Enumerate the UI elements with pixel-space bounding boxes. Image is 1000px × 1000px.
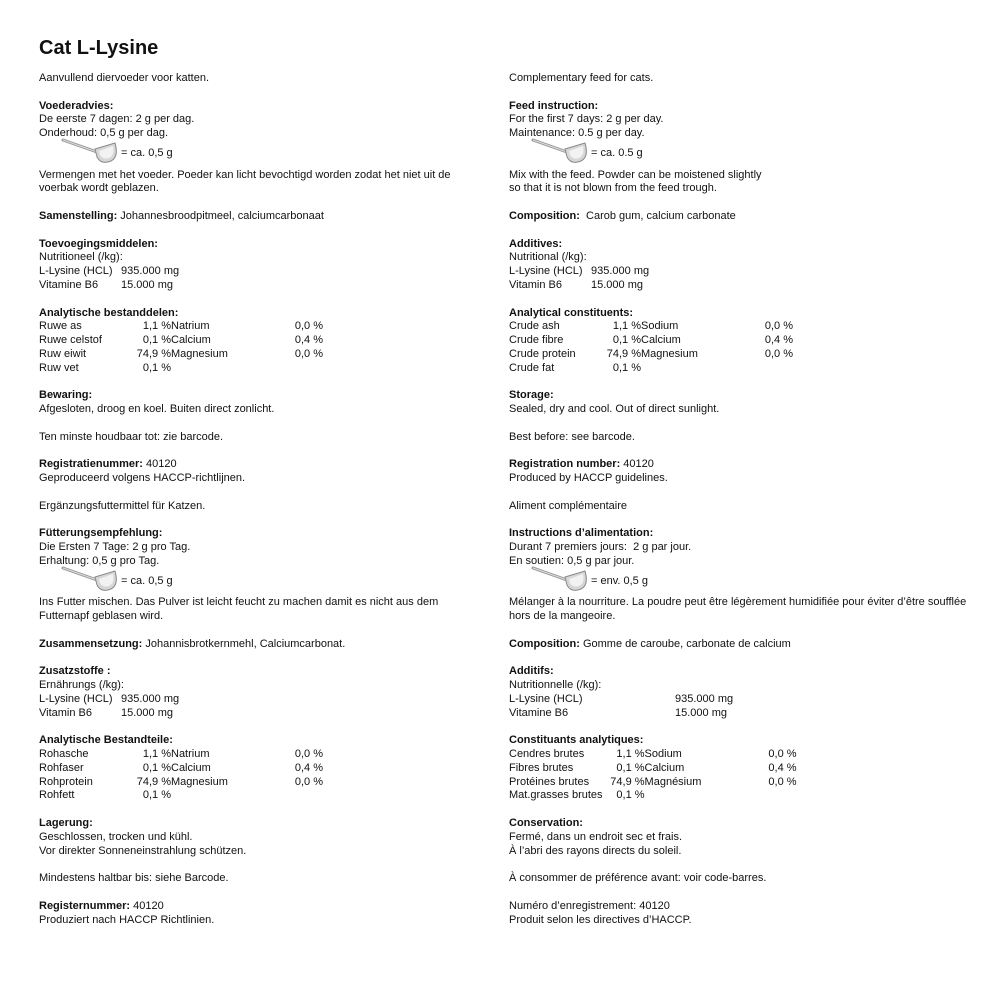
constituent-value: 0,0 % [768,748,797,761]
nl-additive-row [39,265,479,279]
constituent-value: 0,1 % [142,361,171,374]
additive-name: Vitamin B6 [509,278,562,291]
de-scoop-amount: = ca. 0,5 g [121,574,173,587]
constituent-name: Ruw vet [39,361,79,374]
constituent-value [751,789,797,803]
fr-feed-line1: Durant 7 premiers jours: 2 g par jour. [509,541,692,554]
constituent-value: 0,1 % [142,761,171,774]
additive-value: 935.000 mg [121,692,180,705]
constituent-name: Fibres brutes [509,761,574,774]
fr-mix-instruction: Mélanger à la nourriture. La poudre peut être légèrement humidifiée pour éviter d’être soufflée hors de la mangeoire. [509,596,967,623]
fr-storage-line2: À l’abri des rayons directs du soleil. [509,844,682,857]
de-feed-line1: Die Ersten 7 Tage: 2 g pro Tag. [39,541,191,554]
constituent-value: 0,0 % [294,748,323,761]
constituent-value: 0,1 % [616,761,645,774]
constituent-name: Natrium [171,320,210,333]
de-additive-row [39,693,479,707]
constituent-value: 0,4 % [764,334,793,347]
nl-composition [39,210,479,224]
en-haccp: Produced by HACCP guidelines. [509,472,668,485]
table-row [509,748,797,762]
constituent-name: Rohfaser [39,761,84,774]
constituent-name [641,362,747,376]
additive-name: Vitamin B6 [39,706,92,719]
en-scoop-amount: = ca. 0.5 g [591,146,643,159]
constituent-name: Rohasche [39,748,89,761]
de-registration-number: 40120 [130,899,164,912]
constituent-name: Magnesium [171,775,228,788]
constituent-value: 1,1 % [142,320,171,333]
de-intro: Ergänzungsfuttermittel für Katzen. [39,499,206,512]
de-composition [39,638,479,652]
nl-mix-instruction: Vermengen met het voeder. Poeder kan licht bevochtigd worden zodat het niet uit de voerbak wordt geblazen. [39,168,451,195]
right-column [509,72,969,927]
nl-haccp: Geproduceerd volgens HACCP-richtlijnen. [39,472,246,485]
fr-feed-line2: En soutien: 0,5 g par jour. [509,554,635,567]
en-composition [509,210,969,224]
fr-analytical-heading: Constituants analytiques: [509,734,644,747]
de-analytical-heading: Analytische Bestandteile: [39,734,173,747]
nl-feed-heading: Voederadvies: [39,99,114,112]
nl-registration-number: 40120 [142,458,177,471]
de-storage-line2: Vor direkter Sonneneinstrahlung schützen. [39,844,247,857]
fr-scoop-amount: = env. 0,5 g [591,574,648,587]
nl-analytical-heading: Analytische bestanddelen: [39,306,179,319]
constituent-value: 0,1 % [616,789,645,802]
constituent-name: Magnesium [171,347,228,360]
additive-value: 15.000 mg [121,706,173,719]
constituent-value: 1,1 % [612,320,641,333]
en-composition-text: Carob gum, calcium carbonate [579,209,736,222]
en-registration-number: 40120 [620,458,654,471]
constituent-name: Calcium [641,334,681,347]
en-analytical-table [509,320,793,375]
nl-analytical-table [39,320,323,375]
de-scoop-row [39,569,479,597]
constituent-name: Cendres brutes [509,748,585,761]
de-additive-row [39,707,479,721]
en-scoop-row [509,141,969,169]
constituent-name: Crude fibre [509,334,564,347]
nl-registration-heading: Registratienummer: [39,458,143,471]
table-row [509,776,797,790]
table-row [39,762,323,776]
fr-intro: Aliment complémentaire [509,499,627,512]
constituent-name: Mat.grasses brutes [509,789,603,802]
constituent-name: Crude fat [509,361,555,374]
constituent-name: Sodium [641,320,679,333]
en-composition-heading: Composition: [509,209,580,222]
constituent-value: 1,1 % [616,748,645,761]
de-feed-line2: Erhaltung: 0,5 g pro Tag. [39,554,160,567]
fr-additive-row [509,707,969,721]
nl-composition-text: Johannesbroodpitmeel, calciumcarbonaat [117,209,324,222]
constituent-name: Sodium [644,748,682,761]
constituent-value: 0,0 % [764,347,793,360]
table-row [39,776,323,790]
nl-scoop-amount: = ca. 0,5 g [121,146,173,159]
table-row [509,789,797,803]
table-row [509,762,797,776]
constituent-value: 74,9 % [610,775,645,788]
constituent-name: Rohprotein [39,775,93,788]
en-feed-line2: Maintenance: 0.5 g per day. [509,127,645,140]
constituent-name: Magnésium [644,775,702,788]
de-mix-instruction: Ins Futter mischen. Das Pulver ist leicht feucht zu machen damit es nicht aus dem Futternapf geblasen wird. [39,596,439,623]
de-registration [39,900,479,914]
table-row [509,320,793,334]
table-row [509,348,793,362]
constituent-value: 0,1 % [142,334,171,347]
nl-storage-heading: Bewaring: [39,389,93,402]
fr-haccp: Produit selon les directives d’HACCP. [509,913,692,926]
en-mix-line2: so that it is not blown from the feed trough. [509,182,717,195]
en-registration-heading: Registration number: [509,458,621,471]
constituent-value [277,362,323,376]
nl-feed-line2: Onderhoud: 0,5 g per dag. [39,127,169,140]
additive-value: 935.000 mg [121,265,180,278]
additive-name: Vitamine B6 [39,278,99,291]
nl-best-before: Ten minste houdbaar tot: zie barcode. [39,430,224,443]
nl-composition-heading: Samenstelling: [39,209,118,222]
constituent-value: 0,4 % [294,334,323,347]
constituent-name: Protéines brutes [509,775,590,788]
en-feed-heading: Feed instruction: [509,99,599,112]
fr-storage-heading: Conservation: [509,817,583,830]
fr-additives-sub: Nutritionnelle (/kg): [509,679,602,692]
constituent-value [277,789,323,803]
fr-composition-text: Gomme de caroube, carbonate de calcium [579,637,791,650]
fr-analytical-table [509,748,797,803]
table-row [39,748,323,762]
en-best-before: Best before: see barcode. [509,430,635,443]
nl-additive-row [39,279,479,293]
nl-intro: Aanvullend diervoeder voor katten. [39,72,209,84]
constituent-value: 0,0 % [294,320,323,333]
en-additives-heading: Additives: [509,237,563,250]
constituent-value: 0,4 % [294,761,323,774]
additive-value: 15.000 mg [591,278,643,291]
en-storage-heading: Storage: [509,389,554,402]
constituent-name [645,789,751,803]
fr-additives-heading: Additifs: [509,665,554,678]
constituent-name: Ruw eiwit [39,347,87,360]
de-composition-heading: Zusammensetzung: [39,637,143,650]
en-intro: Complementary feed for cats. [509,72,654,84]
measuring-scoop-icon [61,137,119,167]
constituent-name: Crude ash [509,320,560,333]
en-feed-line1: For the first 7 days: 2 g per day. [509,113,664,126]
constituent-value [747,362,793,376]
fr-additive-row [509,693,969,707]
table-row [39,348,323,362]
additive-name: L-Lysine (HCL) [509,265,583,278]
measuring-scoop-icon [61,565,119,595]
en-analytical-heading: Analytical constituents: [509,306,634,319]
constituent-name: Crude protein [509,347,576,360]
fr-composition [509,638,969,652]
en-additives-sub: Nutritional (/kg): [509,251,587,264]
de-best-before: Mindestens haltbar bis: siehe Barcode. [39,872,229,885]
table-row [509,334,793,348]
nl-additives-sub: Nutritioneel (/kg): [39,251,123,264]
constituent-name: Ruwe as [39,320,82,333]
constituent-name: Natrium [171,748,210,761]
constituent-name: Calcium [171,334,211,347]
de-haccp: Produziert nach HACCP Richtlinien. [39,913,215,926]
en-additive-row [509,279,969,293]
constituent-value: 74,9 % [136,775,171,788]
de-composition-text: Johannisbrotkernmehl, Calciumcarbonat. [142,637,346,650]
additive-value: 15.000 mg [121,278,173,291]
measuring-scoop-icon [531,565,589,595]
constituent-name: Rohfett [39,789,75,802]
de-additives-sub: Ernährungs (/kg): [39,679,124,692]
en-additive-row [509,265,969,279]
measuring-scoop-icon [531,137,589,167]
additive-value: 935.000 mg [591,265,650,278]
constituent-value: 0,0 % [294,775,323,788]
table-row [39,320,323,334]
fr-feed-heading: Instructions d’alimentation: [509,527,654,540]
en-storage-text: Sealed, dry and cool. Out of direct sunlight. [509,403,720,416]
nl-storage-text: Afgesloten, droog en koel. Buiten direct zonlicht. [39,403,275,416]
constituent-value: 0,1 % [612,334,641,347]
constituent-value: 74,9 % [606,347,641,360]
additive-name: L-Lysine (HCL) [39,692,113,705]
en-mix-line1: Mix with the feed. Powder can be moistened slightly [509,168,762,181]
nl-registration [39,458,479,472]
de-feed-heading: Fütterungsempfehlung: [39,527,163,540]
fr-composition-heading: Composition: [509,637,580,650]
de-storage-line1: Geschlossen, trocken und kühl. [39,830,193,843]
en-registration [509,458,969,472]
table-row [509,362,793,376]
additive-value: 935.000 mg [675,692,734,705]
fr-best-before: À consommer de préférence avant: voir code-barres. [509,872,767,885]
fr-storage-line1: Fermé, dans un endroit sec et frais. [509,830,683,843]
table-row [39,789,323,803]
nl-feed-line1: De eerste 7 dagen: 2 g per dag. [39,113,195,126]
de-storage-heading: Lagerung: [39,817,93,830]
left-column [39,72,479,927]
constituent-value: 0,0 % [294,347,323,360]
nl-additives-heading: Toevoegingsmiddelen: [39,237,158,250]
constituent-name [171,789,277,803]
additive-name: L-Lysine (HCL) [39,265,113,278]
constituent-value: 0,4 % [768,761,797,774]
constituent-value: 1,1 % [142,748,171,761]
constituent-value: 74,9 % [136,347,171,360]
constituent-value: 0,0 % [764,320,793,333]
constituent-value: 0,0 % [768,775,797,788]
additive-name: Vitamine B6 [509,706,569,719]
constituent-name: Calcium [644,761,685,774]
de-analytical-table [39,748,323,803]
additive-value: 15.000 mg [675,706,727,719]
constituent-name: Ruwe celstof [39,334,102,347]
de-additives-heading: Zusatzstoffe : [39,665,111,678]
constituent-name: Magnesium [641,347,698,360]
constituent-value: 0,1 % [612,361,641,374]
table-row [39,362,323,376]
de-registration-heading: Registernummer: [39,899,131,912]
additive-name: L-Lysine (HCL) [509,692,583,705]
constituent-name: Calcium [171,761,211,774]
constituent-name [171,362,277,376]
fr-registration: Numéro d’enregistrement: 40120 [509,899,670,912]
constituent-value: 0,1 % [142,789,171,802]
fr-scoop-row [509,569,969,597]
nl-scoop-row [39,141,479,169]
page-title: Cat L-Lysine [39,37,159,59]
table-row [39,334,323,348]
